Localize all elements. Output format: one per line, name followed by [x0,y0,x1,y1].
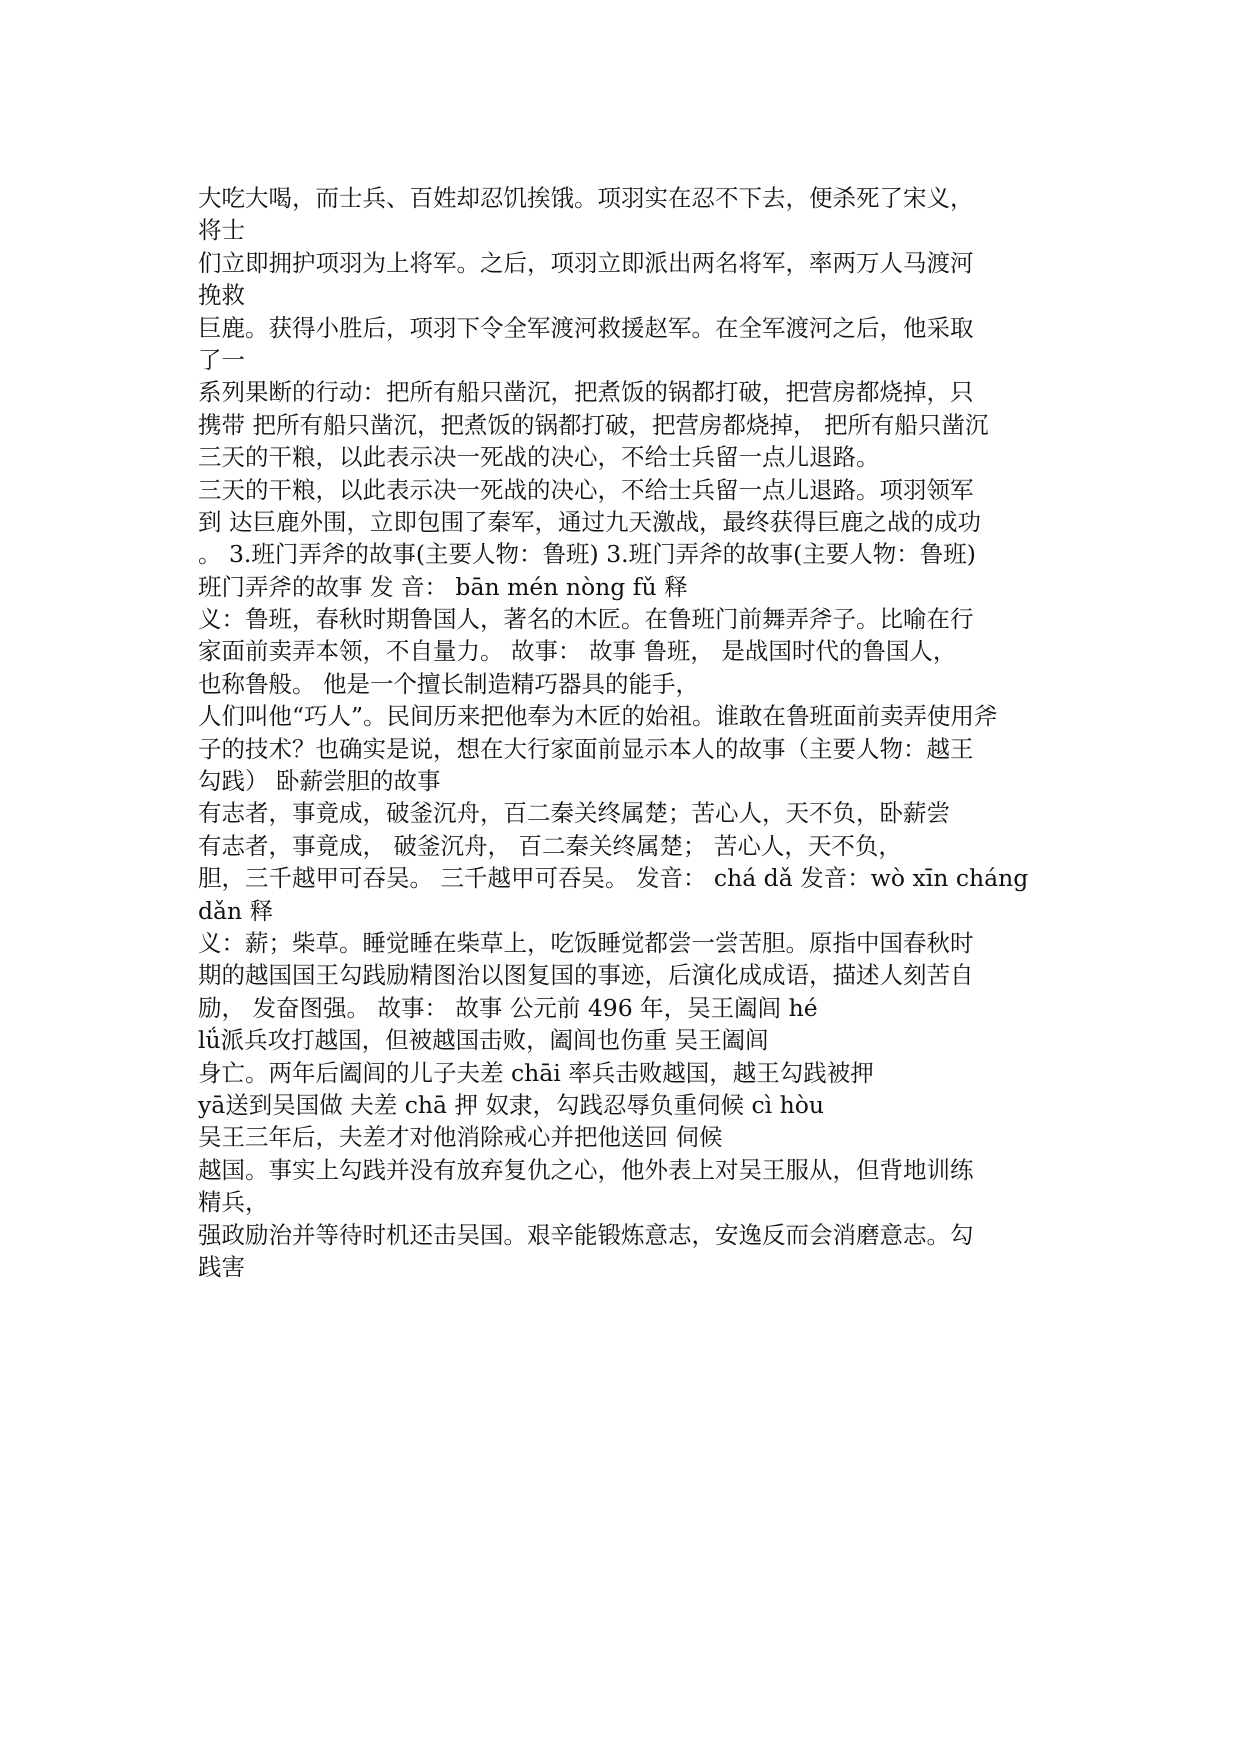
text-line: 励， 发奋图强。 故事： 故事 公元前 496 年，吴王阖闾 hé [198,993,818,1022]
body-text [198,182,1078,1283]
text-line: 将士 [198,216,245,245]
text-line: 大吃大喝，而士兵、百姓却忍饥挨饿。项羽实在忍不下去，便杀死了宋义， [198,184,974,212]
text-line: 践害 [198,1252,245,1281]
text-line: 三天的干粮，以此表示决一死战的决心，不给士兵留一点儿退路。项羽领军 [198,475,974,504]
text-line: 吴王三年后，夫差才对他消除戒心并把他送回 伺候 [198,1123,723,1152]
text-line: 三天的干粮，以此表示决一死战的决心，不给士兵留一点儿退路。 [198,443,880,472]
text-line: 勾践） 卧薪尝胆的故事 [198,767,441,796]
text-line: 们立即拥护项羽为上将军。之后，项羽立即派出两名将军，率两万人马渡河 [198,248,974,277]
text-line: 胆，三千越甲可吞吴。 三千越甲可吞吴。 发音： chá dǎ 发音：wò xīn cháng [198,864,1029,893]
text-line: lǘ派兵攻打越国，但被越国击败，阖闾也伤重 吴王阖闾 [198,1026,769,1055]
text-line: dǎn 释 [198,896,274,925]
text-line: 身亡。两年后阖闾的儿子夫差 chāi 率兵击败越国，越王勾践被押 [198,1058,874,1087]
text-line: 。 3.班门弄斧的故事(主要人物：鲁班) 3.班门弄斧的故事(主要人物：鲁班) [198,540,976,569]
text-line: 人们叫他“巧人”。民间历来把他奉为木匠的始祖。谁敢在鲁班面前卖弄使用斧 [198,702,998,731]
text-line: 精兵， [198,1188,269,1217]
text-line: 巨鹿。获得小胜后，项羽下令全军渡河救援赵军。在全军渡河之后，他采取 [198,313,974,342]
text-line: 义：鲁班，春秋时期鲁国人，著名的木匠。在鲁班门前舞弄斧子。比喻在行 [198,605,974,634]
text-line: 子的技术？也确实是说，想在大行家面前显示本人的故事（主要人物：越王 [198,734,974,763]
text-line: 家面前卖弄本领，不自量力。 故事： 故事 鲁班， 是战国时代的鲁国人， [198,637,957,666]
text-line: 携带 把所有船只凿沉，把煮饭的锅都打破，把营房都烧掉， 把所有船只凿沉 [198,410,989,439]
text-line: 了一 [198,345,245,374]
text-line: 有志者，事竟成， 破釜沉舟， 百二秦关终属楚； 苦心人，天不负， [198,831,902,860]
text-line: 强政励治并等待时机还击吴国。艰辛能锻炼意志，安逸反而会消磨意志。勾 [198,1220,974,1249]
text-line: 义：薪；柴草。睡觉睡在柴草上，吃饭睡觉都尝一尝苦胆。原指中国春秋时 [198,928,974,957]
text-line: yā送到吴国做 夫差 chā 押 奴隶，勾践忍辱负重伺候 cì hòu [198,1090,825,1119]
text-line: 有志者，事竟成，破釜沉舟，百二秦关终属楚；苦心人，天不负，卧薪尝 [198,799,950,828]
text-line: 也称鲁般。 他是一个擅长制造精巧器具的能手， [198,669,699,698]
text-line: 班门弄斧的故事 发 音： bān mén nòng fǔ 释 [198,572,688,601]
text-line: 挽救 [198,281,245,310]
text-line: 期的越国国王勾践励精图治以图复国的事迹，后演化成成语，描述人刻苦自 [198,961,974,990]
text-line: 到 达巨鹿外围，立即包围了秦军，通过九天激战，最终获得巨鹿之战的成功 [198,507,981,536]
text-line: 系列果断的行动：把所有船只凿沉，把煮饭的锅都打破，把营房都烧掉，只 [198,378,974,407]
text-line: 越国。事实上勾践并没有放弃复仇之心，他外表上对吴王服从，但背地训练 [198,1155,974,1184]
